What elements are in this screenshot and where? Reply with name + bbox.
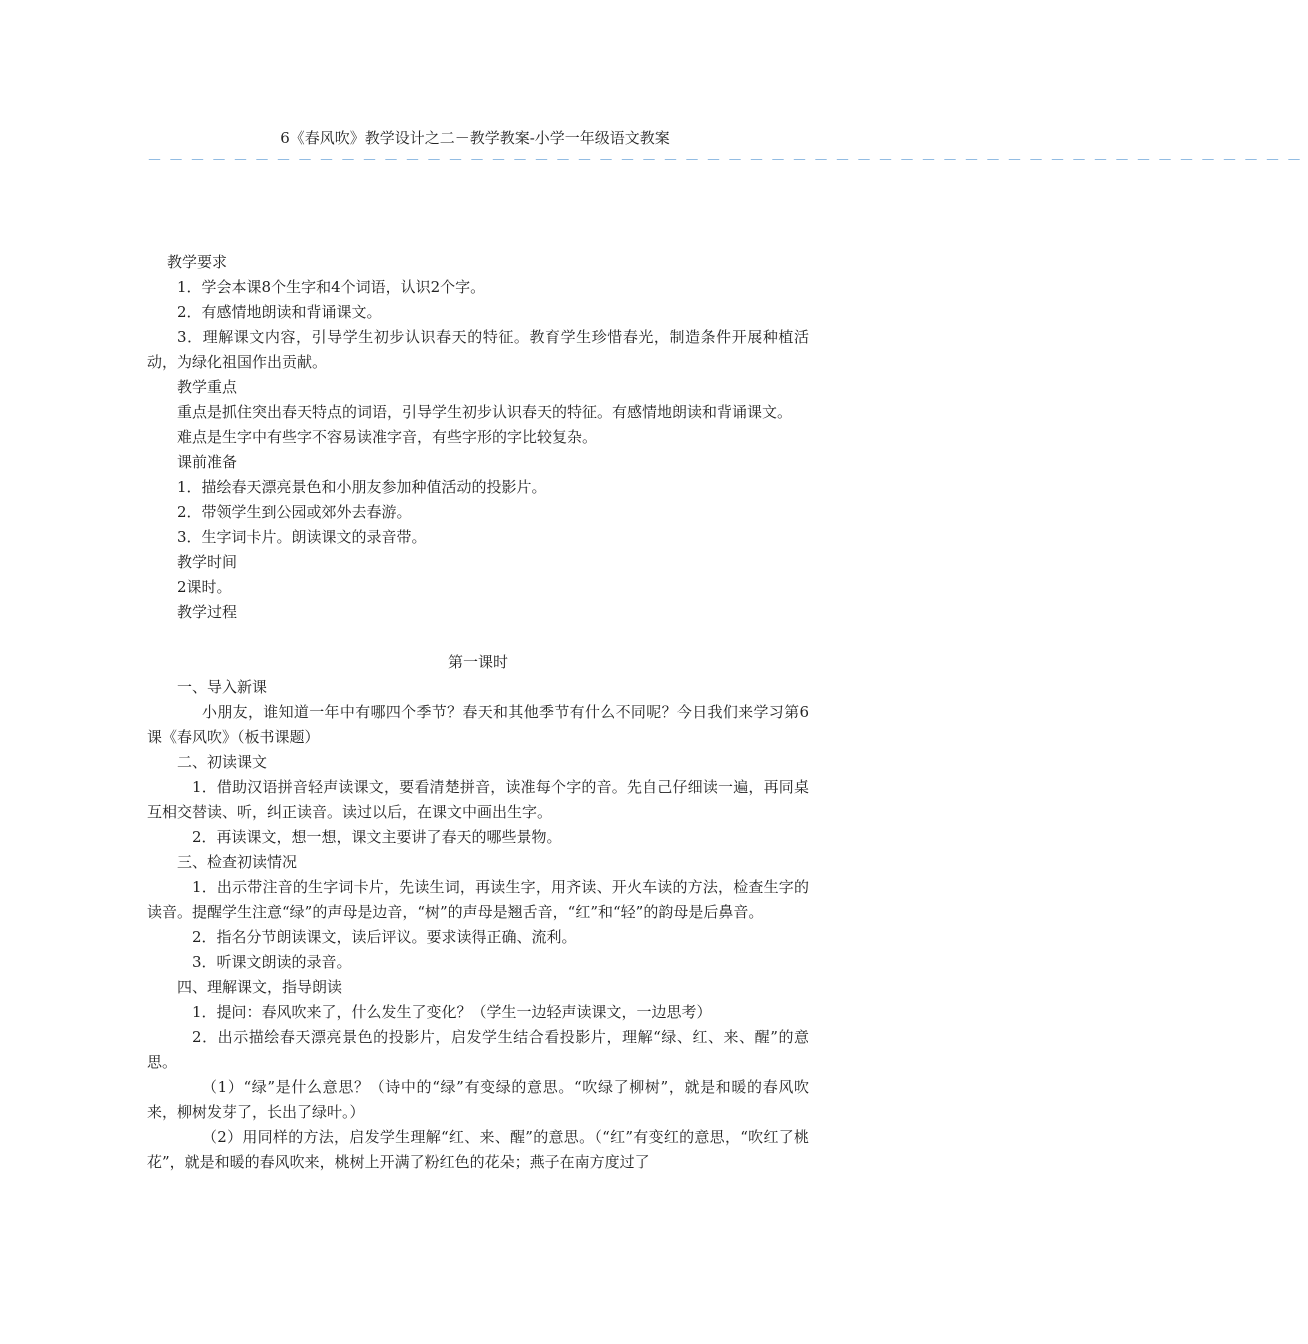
title-divider: －－－－－－－－－－－－－－－－－－－－－－－－－－－－－－－－－－－－－－－－－－－－－－－－－－－－－－	[147, 151, 1308, 169]
paragraph: 2．再读课文，想一想，课文主要讲了春天的哪些景物。	[192, 828, 562, 846]
paragraph: 3．生字词卡片。朗读课文的录音带。	[177, 528, 427, 546]
paragraph: 2．指名分节朗读课文，读后评议。要求读得正确、流利。	[192, 928, 577, 946]
heading-preparation: 课前准备	[177, 453, 238, 471]
paragraph: （2）用同样的方法，启发学生理解“红、来、醒”的意思。（“红”有变红的意思，“吹红了桃花”，就是和暖的春风吹来，桃树上开满了粉红色的花朵；燕子在南方度过了	[147, 1128, 809, 1171]
document-body	[147, 250, 809, 1175]
section-heading: 一、导入新课	[177, 678, 268, 696]
section-heading: 四、理解课文，指导朗读	[177, 978, 343, 996]
heading-teaching-requirements: 教学要求	[167, 253, 228, 271]
paragraph: 1．借助汉语拼音轻声读课文，要看清楚拼音，读准每个字的音。先自己仔细读一遍，再同桌互相交替读、听，纠正读音。读过以后，在课文中画出生字。	[147, 778, 809, 821]
paragraph: 难点是生字中有些字不容易读准字音，有些字形的字比较复杂。	[177, 428, 598, 446]
heading-key-points: 教学重点	[177, 378, 238, 396]
section-heading: 三、检查初读情况	[177, 853, 298, 871]
section-heading: 二、初读课文	[177, 753, 268, 771]
heading-teaching-process: 教学过程	[177, 603, 238, 621]
paragraph: 2．带领学生到公园或郊外去春游。	[177, 503, 412, 521]
paragraph: 2．出示描绘春天漂亮景色的投影片，启发学生结合看投影片，理解“绿、红、来、醒”的意思。	[147, 1028, 809, 1071]
section-title-first-lesson: 第一课时	[447, 653, 508, 671]
paragraph: （1）“绿”是什么意思？（诗中的“绿”有变绿的意思。“吹绿了柳树”，就是和暖的春风吹来，柳树发芽了，长出了绿叶。）	[147, 1078, 809, 1121]
paragraph: 小朋友，谁知道一年中有哪四个季节？春天和其他季节有什么不同呢？今日我们来学习第6课《春风吹》（板书课题）	[147, 703, 809, 746]
paragraph: 3．听课文朗读的录音。	[192, 953, 352, 971]
document-title: 6《春风吹》教学设计之二－教学教案-小学一年级语文教案	[280, 129, 670, 147]
paragraph: 1．提问：春风吹来了，什么发生了变化？（学生一边轻声读课文，一边思考）	[192, 1003, 712, 1021]
paragraph: 2．有感情地朗读和背诵课文。	[177, 303, 382, 321]
paragraph: 重点是抓住突出春天特点的词语，引导学生初步认识春天的特征。有感情地朗读和背诵课文。	[177, 403, 793, 421]
paragraph: 1．描绘春天漂亮景色和小朋友参加种值活动的投影片。	[177, 478, 547, 496]
paragraph: 1．出示带注音的生字词卡片，先读生词，再读生字，用齐读、开火车读的方法，检查生字的读音。提醒学生注意“绿”的声母是边音，“树”的声母是翘舌音，“红”和“轻”的韵母是后鼻音。	[147, 878, 809, 921]
heading-teaching-time: 教学时间	[177, 553, 238, 571]
paragraph: 3．理解课文内容，引导学生初步认识春天的特征。教育学生珍惜春光，制造条件开展种植活动，为绿化祖国作出贡献。	[147, 328, 809, 371]
paragraph: 1．学会本课8个生字和4个词语，认识2个字。	[177, 278, 486, 296]
paragraph: 2课时。	[177, 578, 232, 596]
